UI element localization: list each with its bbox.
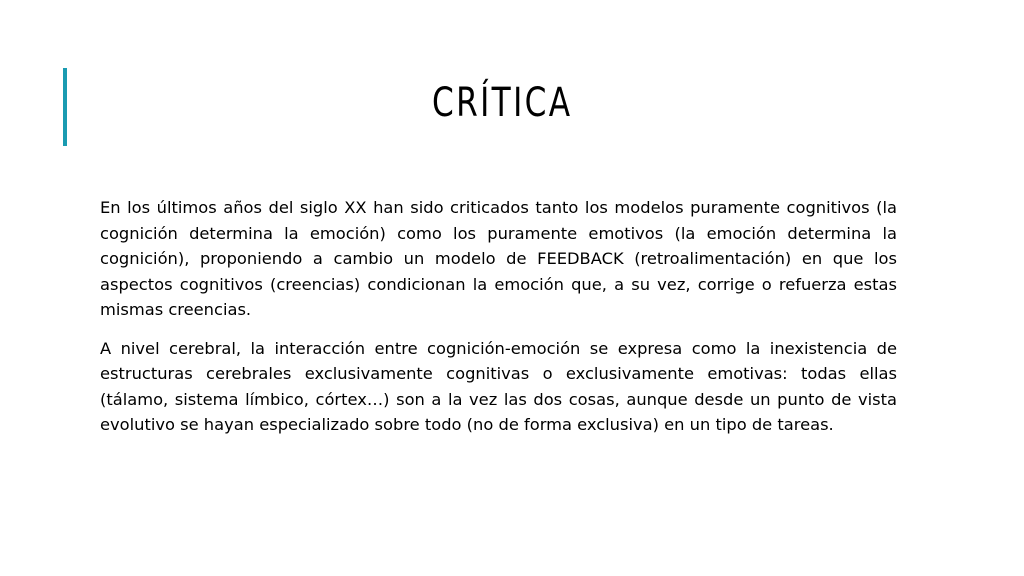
body-paragraph-1: En los últimos años del siglo XX han sido criticados tanto los modelos puramente cognitivos (la cognición determina la emoción) como los puramente emotivos (la emoción determina la cognición), proponiendo a cambio un modelo de FEEDBACK (retroalimentación) en que los aspectos cognitivos (creencias) condicionan la emoción que, a su vez, corrige o refuerza estas mismas creencias. [100,198,897,319]
slide-title: CRÍTICA [432,80,573,126]
title-accent-bar [63,68,67,146]
slide-body [100,195,897,451]
body-paragraph-2: A nivel cerebral, la interacción entre cognición-emoción se expresa como la inexistencia de estructuras cerebrales exclusivamente cognitivas o exclusivamente emotivas: todas ellas (tálamo, sistema límbico, córtex…) son a la vez las dos cosas, aunque desde un punto de vista evolutivo se hayan especializado sobre todo (no de forma exclusiva) en un tipo de tareas. [100,338,897,434]
